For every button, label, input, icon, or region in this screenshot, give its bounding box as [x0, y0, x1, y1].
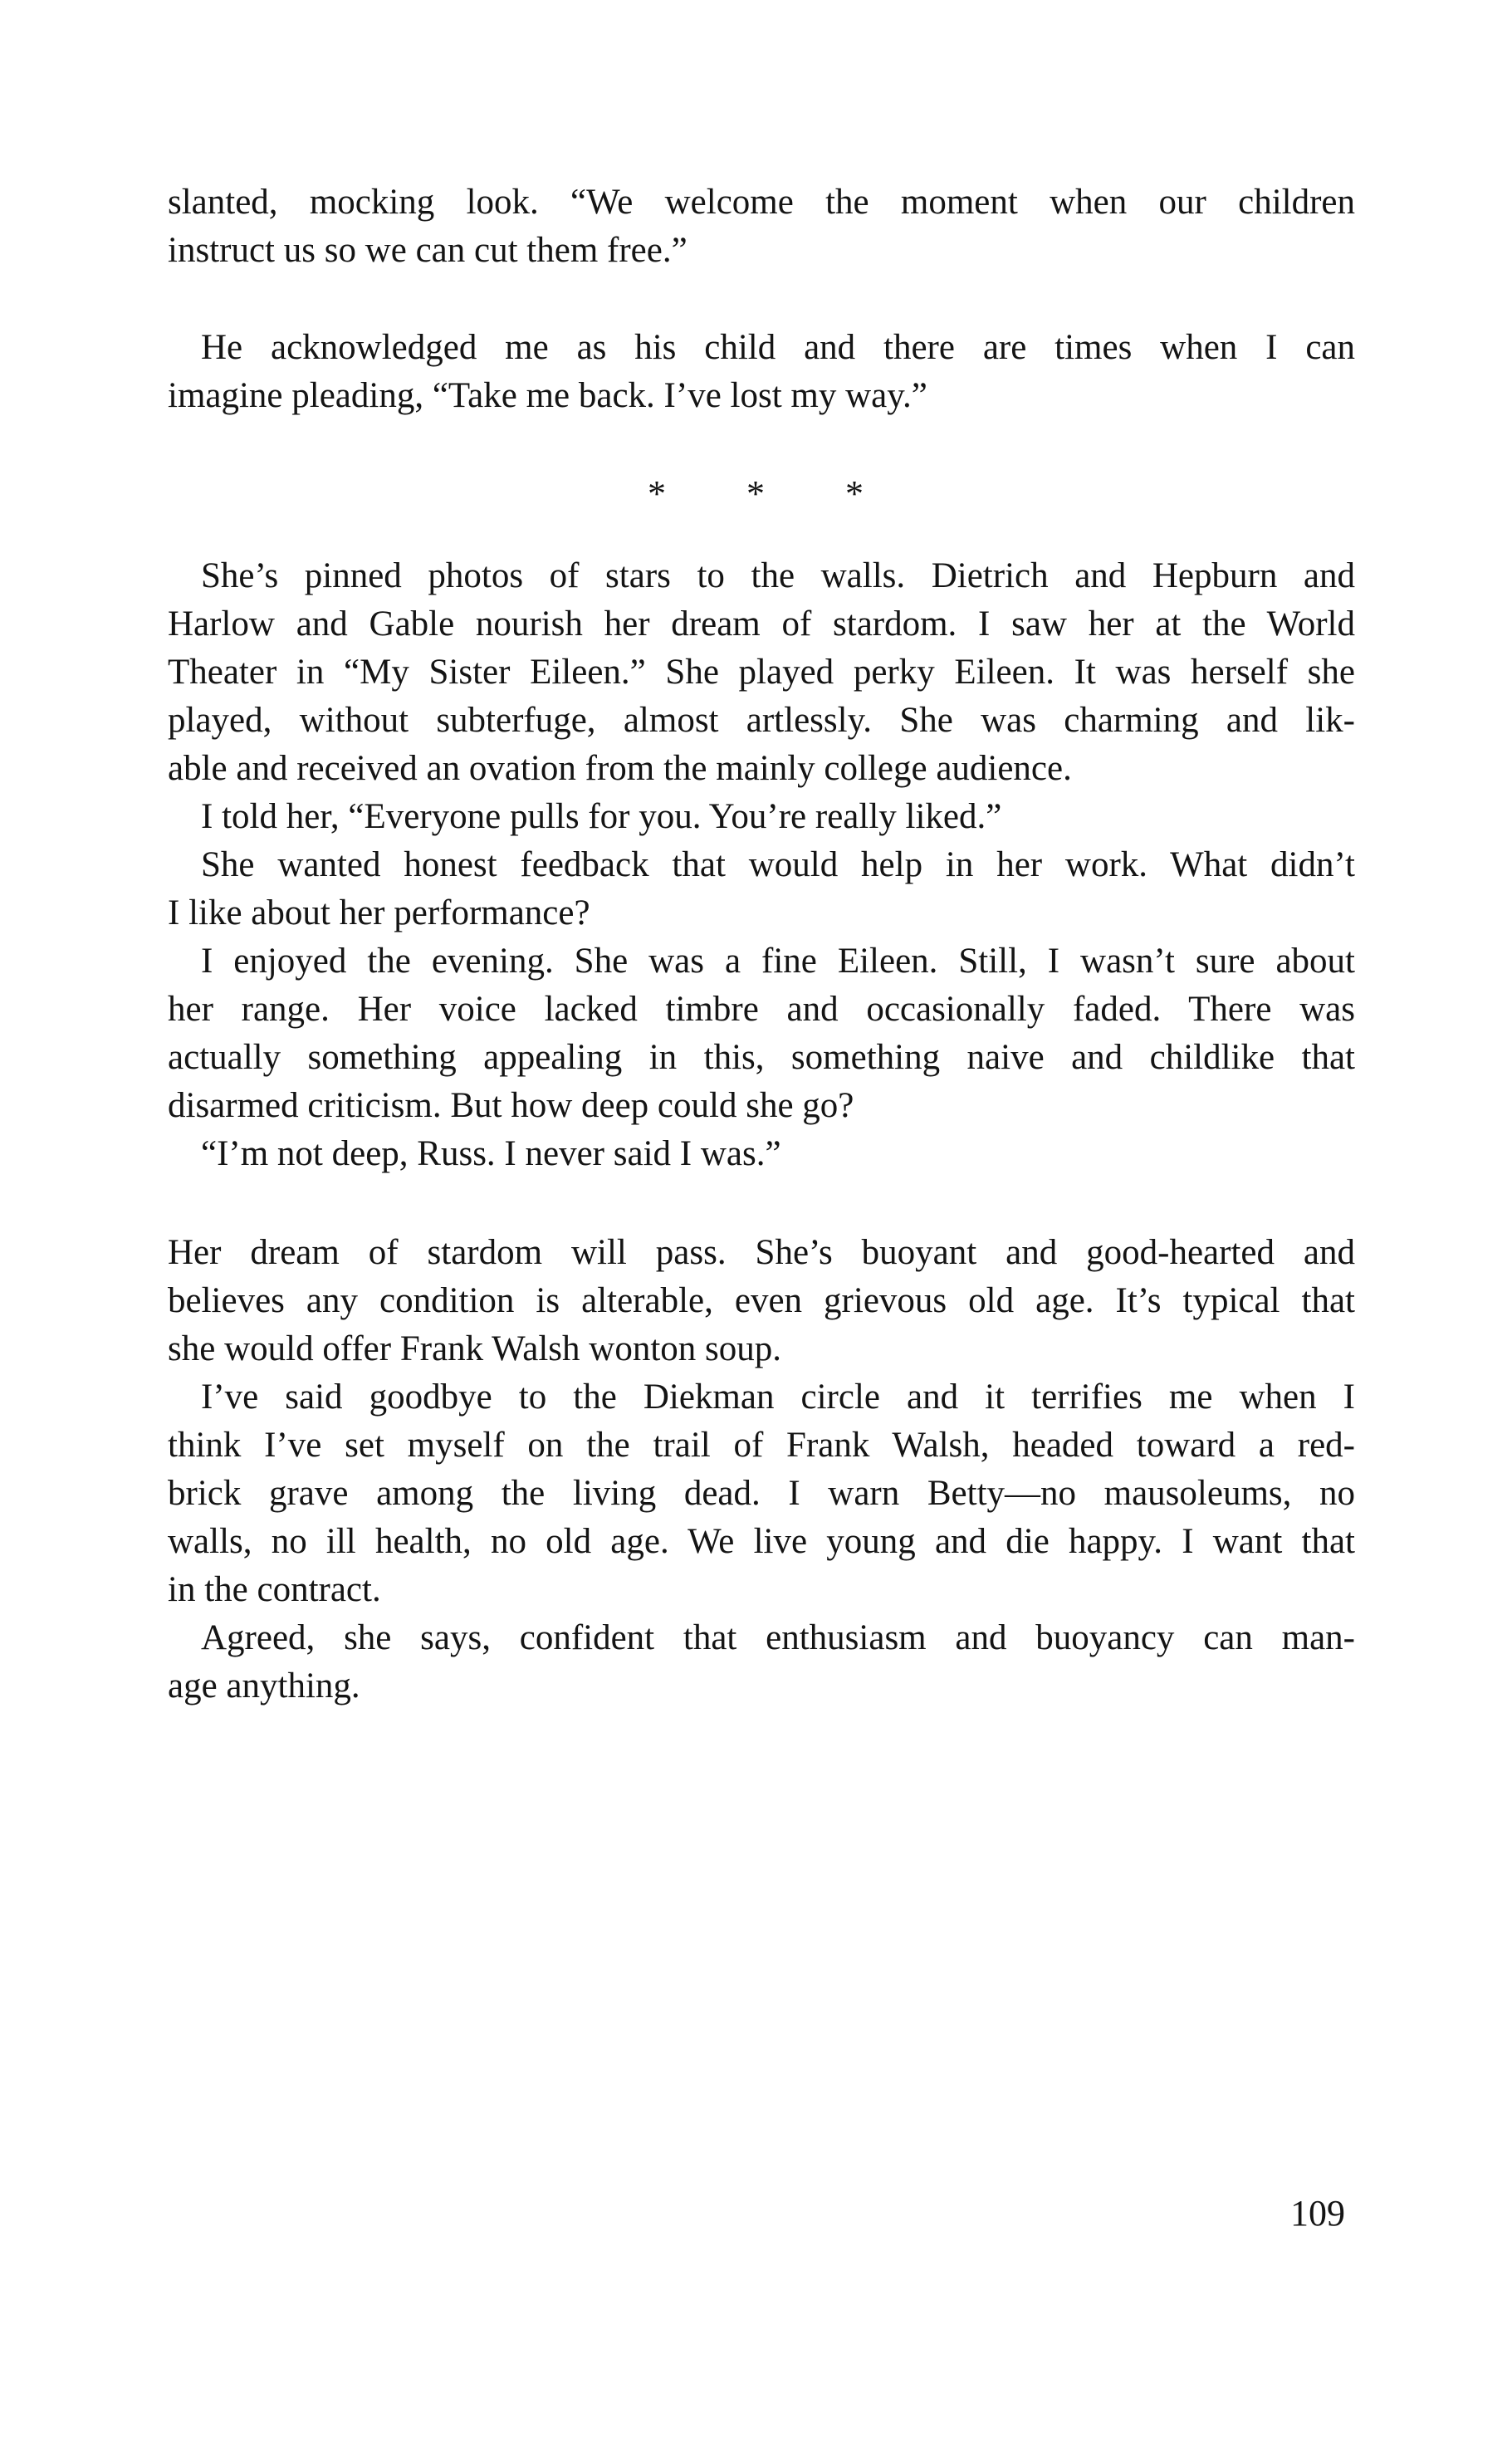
text-line: I like about her performance?	[168, 893, 590, 932]
text-line: her range. Her voice lacked timbre and occasionally faded. There was	[168, 990, 1355, 1029]
text-line: Her dream of stardom will pass. She’s buoyant and good-hearted and	[168, 1233, 1355, 1272]
text-line: “I’m not deep, Russ. I never said I was.”	[201, 1134, 781, 1173]
text-line: walls, no ill health, no old age. We live young and die happy. I want that	[168, 1522, 1355, 1561]
text-line: Agreed, she says, confident that enthusiasm and buoyancy can man-	[201, 1618, 1355, 1657]
asterisk: *	[648, 473, 666, 514]
text-line: Harlow and Gable nourish her dream of stardom. I saw her at the World	[168, 604, 1355, 644]
text-line: actually something appealing in this, something naive and childlike that	[168, 1038, 1355, 1077]
text-block-4	[168, 1229, 1355, 1710]
text-line: believes any condition is alterable, even grievous old age. It’s typical that	[168, 1281, 1355, 1320]
text-line: imagine pleading, “Take me back. I’ve lost my way.”	[168, 376, 927, 415]
section-separator	[648, 469, 864, 519]
text-block-3	[168, 552, 1355, 1178]
text-line: Theater in “My Sister Eileen.” She played perky Eileen. It was herself she	[168, 653, 1355, 692]
text-line: I’ve said goodbye to the Diekman circle and it terrifies me when I	[201, 1378, 1355, 1417]
text-line: slanted, mocking look. “We welcome the moment when our children	[168, 183, 1355, 222]
text-line: she would offer Frank Walsh wonton soup.	[168, 1329, 782, 1368]
text-line: She wanted honest feedback that would help in her work. What didn’t	[201, 845, 1355, 884]
text-line: able and received an ovation from the mainly college audience.	[168, 749, 1072, 788]
text-line: She’s pinned photos of stars to the walls. Dietrich and Hepburn and	[201, 556, 1355, 595]
text-line: age anything.	[168, 1666, 360, 1705]
asterisk: *	[746, 473, 765, 514]
asterisk: *	[845, 473, 864, 514]
text-line: I enjoyed the evening. She was a fine Eileen. Still, I wasn’t sure about	[201, 942, 1355, 981]
text-line: in the contract.	[168, 1570, 381, 1609]
text-block-1	[168, 179, 1355, 275]
text-line: disarmed criticism. But how deep could she go?	[168, 1086, 854, 1125]
text-line: played, without subterfuge, almost artlessly. She was charming and lik-	[168, 701, 1355, 740]
text-line: He acknowledged me as his child and there are times when I can	[201, 328, 1355, 367]
text-line: I told her, “Everyone pulls for you. You’re really liked.”	[201, 797, 1002, 836]
text-line: brick grave among the living dead. I warn Betty—no mausoleums, no	[168, 1474, 1355, 1513]
text-line: think I’ve set myself on the trail of Frank Walsh, headed toward a red-	[168, 1426, 1355, 1465]
page-number: 109	[1290, 2193, 1345, 2234]
text-block-2	[168, 324, 1355, 420]
text-line: instruct us so we can cut them free.”	[168, 231, 687, 270]
